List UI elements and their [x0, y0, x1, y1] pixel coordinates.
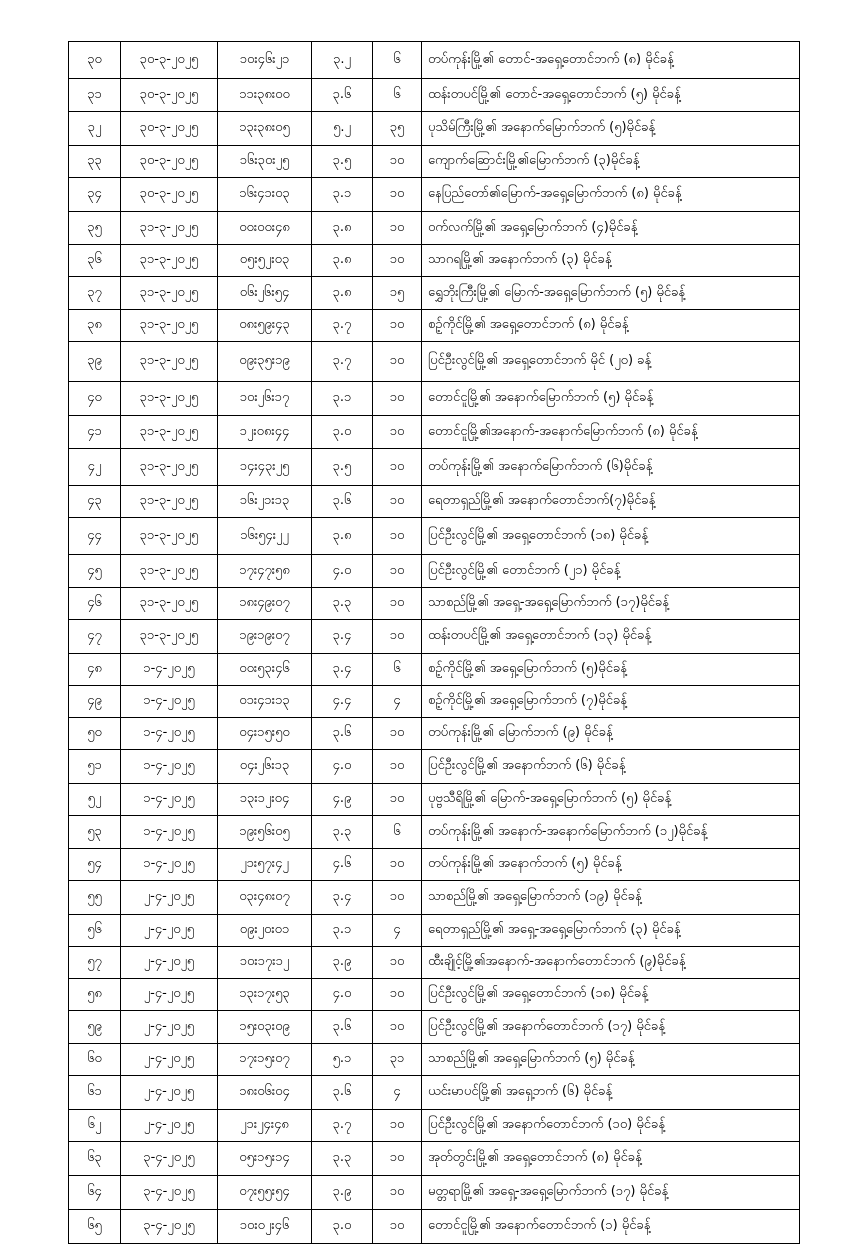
date-cell: ၃-၄-၂၀၂၅ [121, 1210, 218, 1244]
serial-cell: ၃၈ [69, 310, 121, 342]
magnitude-cell: ၃.၆ [312, 486, 373, 518]
location-cell: ပုသိမ်ကြီးမြို့၏ အနောက်မြောက်ဘက် (၅)မိုင်ခန့် [422, 112, 800, 146]
location-cell: သာစည်မြို့၏ အရှေ့မြောက်ဘက် (၅) မိုင်ခန့် [422, 1044, 800, 1076]
table-row [69, 947, 800, 979]
table-row [69, 112, 800, 146]
table-row [69, 342, 800, 382]
date-cell: ၁-၄-၂၀၂၅ [121, 849, 218, 881]
depth-cell: ၁၀ [373, 416, 422, 449]
date-cell: ၁-၄-၂၀၂၅ [121, 686, 218, 718]
time-cell: ၀၇း၅၅း၅၄ [218, 1176, 312, 1210]
table-row [69, 1142, 800, 1176]
location-cell: တပ်ကုန်းမြို့၏ တောင်-အရှေ့တောင်ဘက် (၈) မိုင်ခန့် [422, 42, 800, 79]
magnitude-cell: ၅.၁ [312, 1044, 373, 1076]
table-row [69, 654, 800, 686]
table-row [69, 212, 800, 245]
location-cell: ထန်းတပင်မြို့၏ တောင်-အရှေ့တောင်ဘက် (၅) မိုင်ခန့် [422, 79, 800, 112]
date-cell: ၃၁-၃-၂၀၂၅ [121, 555, 218, 588]
serial-cell: ၄၈ [69, 654, 121, 686]
time-cell: ၀၃း၄၈း၀၇ [218, 881, 312, 915]
magnitude-cell: ၃.၆ [312, 1076, 373, 1110]
serial-cell: ၃၆ [69, 245, 121, 277]
table-row [69, 1011, 800, 1044]
date-cell: ၃၀-၃-၂၀၂၅ [121, 42, 218, 79]
magnitude-cell: ၄.၀ [312, 750, 373, 784]
table-row [69, 146, 800, 178]
magnitude-cell: ၃.၄ [312, 654, 373, 686]
depth-cell: ၁၀ [373, 620, 422, 654]
location-cell: တောင်ငူမြို့၏ အနောက်တောင်ဘက် (၁) မိုင်ခန့် [422, 1210, 800, 1244]
location-cell: တပ်ကုန်းမြို့၏ မြောက်ဘက် (၉) မိုင်ခန့် [422, 718, 800, 750]
depth-cell: ၆ [373, 816, 422, 849]
serial-cell: ၃၁ [69, 79, 121, 112]
location-cell: သာစည်မြို့၏ အရှေ့မြောက်ဘက် (၁၉) မိုင်ခန့် [422, 881, 800, 915]
serial-cell: ၄၀ [69, 382, 121, 416]
table-row [69, 518, 800, 555]
magnitude-cell: ၃.၃ [312, 1142, 373, 1176]
location-cell: တပ်ကုန်းမြို့၏ အနောက်မြောက်ဘက် (၆)မိုင်ခန့် [422, 449, 800, 486]
magnitude-cell: ၃.၄ [312, 881, 373, 915]
location-cell: တပ်ကုန်းမြို့၏ အနောက်-အနောက်မြောက်ဘက် (၁၂)မိုင်ခန့် [422, 816, 800, 849]
depth-cell: ၄ [373, 686, 422, 718]
time-cell: ၀၅း၅၂း၀၃ [218, 245, 312, 277]
magnitude-cell: ၃.၅ [312, 146, 373, 178]
depth-cell: ၁၀ [373, 784, 422, 816]
time-cell: ၁၀း၄၆း၂၁ [218, 42, 312, 79]
depth-cell: ၁၀ [373, 947, 422, 979]
magnitude-cell: ၃.၇ [312, 310, 373, 342]
depth-cell: ၁၀ [373, 1142, 422, 1176]
table-row [69, 555, 800, 588]
time-cell: ၀၄း၁၅း၅၀ [218, 718, 312, 750]
location-cell: နေပြည်တော်၏မြောက်-အရှေ့မြောက်ဘက် (၈) မိုင်ခန့် [422, 178, 800, 212]
location-cell: ဝက်လက်မြို့၏ အရှေ့မြောက်ဘက် (၄)မိုင်ခန့် [422, 212, 800, 245]
magnitude-cell: ၃.၉ [312, 947, 373, 979]
time-cell: ၁၉း၁၉း၀၇ [218, 620, 312, 654]
serial-cell: ၄၄ [69, 518, 121, 555]
date-cell: ၂-၄-၂၀၂၅ [121, 1044, 218, 1076]
table-row [69, 588, 800, 620]
serial-cell: ၅၄ [69, 849, 121, 881]
depth-cell: ၁၀ [373, 310, 422, 342]
serial-cell: ၄၆ [69, 588, 121, 620]
date-cell: ၃၀-၃-၂၀၂၅ [121, 79, 218, 112]
location-cell: မတ္တရာမြို့၏ အရှေ့-အရှေ့မြောက်ဘက် (၁၇) မိုင်ခန့် [422, 1176, 800, 1210]
table-row [69, 620, 800, 654]
table-row [69, 849, 800, 881]
location-cell: သာစည်မြို့၏ အရှေ့-အရှေ့မြောက်ဘက် (၁၇)မိုင်ခန့် [422, 588, 800, 620]
depth-cell: ၆ [373, 79, 422, 112]
time-cell: ၁၆း၂၁း၁၃ [218, 486, 312, 518]
serial-cell: ၆၅ [69, 1210, 121, 1244]
date-cell: ၃၁-၃-၂၀၂၅ [121, 486, 218, 518]
magnitude-cell: ၃.၈ [312, 212, 373, 245]
date-cell: ၃၁-၃-၂၀၂၅ [121, 382, 218, 416]
table-row [69, 1076, 800, 1110]
location-cell: စဉ့်ကိုင်မြို့၏ အရှေ့မြောက်ဘက် (၇)မိုင်ခန့် [422, 686, 800, 718]
location-cell: ရွှေဘိုးကြီးမြို့၏ မြောက်-အရှေ့မြောက်ဘက် (၅) မိုင်ခန့် [422, 277, 800, 310]
table-row [69, 1210, 800, 1244]
depth-cell: ၁၀ [373, 849, 422, 881]
depth-cell: ၁၀ [373, 881, 422, 915]
date-cell: ၁-၄-၂၀၂၅ [121, 750, 218, 784]
table-row [69, 1110, 800, 1142]
time-cell: ၁၄း၄၃း၂၅ [218, 449, 312, 486]
table-row [69, 1044, 800, 1076]
table-row [69, 915, 800, 947]
table-row [69, 816, 800, 849]
serial-cell: ၆၂ [69, 1110, 121, 1142]
magnitude-cell: ၃.၃ [312, 816, 373, 849]
depth-cell: ၁၅ [373, 277, 422, 310]
serial-cell: ၃၉ [69, 342, 121, 382]
magnitude-cell: ၃.၆ [312, 79, 373, 112]
depth-cell: ၁၀ [373, 1176, 422, 1210]
serial-cell: ၃၀ [69, 42, 121, 79]
table-row [69, 382, 800, 416]
time-cell: ၀၀း၅၃း၄၆ [218, 654, 312, 686]
time-cell: ၀၆း၂၆း၅၄ [218, 277, 312, 310]
date-cell: ၁-၄-၂၀၂၅ [121, 784, 218, 816]
time-cell: ၁၂း၀၈း၄၄ [218, 416, 312, 449]
time-cell: ၁၆း၅၄း၂၂ [218, 518, 312, 555]
depth-cell: ၁၀ [373, 750, 422, 784]
table-row [69, 979, 800, 1011]
table-row [69, 449, 800, 486]
location-cell: ပြင်ဦးလွင်မြို့၏ အရှေ့တောင်ဘက် မိုင် (၂၀) ခန့် [422, 342, 800, 382]
time-cell: ၀၈း၅၉း၄၃ [218, 310, 312, 342]
time-cell: ၀၄း၂၆း၁၃ [218, 750, 312, 784]
date-cell: ၃၀-၃-၂၀၂၅ [121, 146, 218, 178]
date-cell: ၂-၄-၂၀၂၅ [121, 1011, 218, 1044]
location-cell: ရေတာရှည်မြို့၏ အနောက်တောင်ဘက်(၇)မိုင်ခန့် [422, 486, 800, 518]
magnitude-cell: ၃.၁ [312, 382, 373, 416]
location-cell: တပ်ကုန်းမြို့၏ အနောက်ဘက် (၅) မိုင်ခန့် [422, 849, 800, 881]
magnitude-cell: ၃.၇ [312, 1110, 373, 1142]
table-row [69, 178, 800, 212]
time-cell: ၁၆း၄၁း၀၃ [218, 178, 312, 212]
serial-cell: ၄၅ [69, 555, 121, 588]
depth-cell: ၁၀ [373, 979, 422, 1011]
location-cell: စဉ့်ကိုင်မြို့၏ အရှေ့မြောက်ဘက် (၅)မိုင်ခန့် [422, 654, 800, 686]
time-cell: ၀၉း၂၀း၀၁ [218, 915, 312, 947]
table-row [69, 486, 800, 518]
time-cell: ၁၇း၁၅း၀၇ [218, 1044, 312, 1076]
date-cell: ၃၁-၃-၂၀၂၅ [121, 342, 218, 382]
serial-cell: ၅၁ [69, 750, 121, 784]
date-cell: ၃၀-၃-၂၀၂၅ [121, 112, 218, 146]
date-cell: ၃၁-၃-၂၀၂၅ [121, 277, 218, 310]
depth-cell: ၁၀ [373, 718, 422, 750]
depth-cell: ၆ [373, 42, 422, 79]
depth-cell: ၁၀ [373, 449, 422, 486]
serial-cell: ၄၃ [69, 486, 121, 518]
table-row [69, 277, 800, 310]
location-cell: ပုဗ္ဗသီရိမြို့၏ မြောက်-အရှေ့မြောက်ဘက် (၅) မိုင်ခန့် [422, 784, 800, 816]
magnitude-cell: ၃.၁ [312, 915, 373, 947]
depth-cell: ၁၀ [373, 212, 422, 245]
table-row [69, 79, 800, 112]
earthquake-table [68, 41, 800, 1244]
location-cell: ပြင်ဦးလွင်မြို့၏ အရှေ့တောင်ဘက် (၁၈) မိုင်ခန့် [422, 979, 800, 1011]
date-cell: ၃၁-၃-၂၀၂၅ [121, 449, 218, 486]
magnitude-cell: ၃.၈ [312, 277, 373, 310]
serial-cell: ၄၁ [69, 416, 121, 449]
date-cell: ၃၁-၃-၂၀၂၅ [121, 416, 218, 449]
magnitude-cell: ၃.၆ [312, 1011, 373, 1044]
serial-cell: ၅၆ [69, 915, 121, 947]
time-cell: ၁၀း၁၇း၁၂ [218, 947, 312, 979]
date-cell: ၃၁-၃-၂၀၂၅ [121, 310, 218, 342]
magnitude-cell: ၄.၆ [312, 849, 373, 881]
magnitude-cell: ၃.၆ [312, 718, 373, 750]
magnitude-cell: ၃.၈ [312, 518, 373, 555]
table-row [69, 750, 800, 784]
depth-cell: ၃၁ [373, 1044, 422, 1076]
depth-cell: ၄ [373, 915, 422, 947]
magnitude-cell: ၃.၂ [312, 42, 373, 79]
depth-cell: ၁၀ [373, 555, 422, 588]
time-cell: ၂၁း၅၇း၄၂ [218, 849, 312, 881]
time-cell: ၀၁း၄၁း၁၃ [218, 686, 312, 718]
date-cell: ၃၁-၃-၂၀၂၅ [121, 620, 218, 654]
date-cell: ၃-၄-၂၀၂၅ [121, 1142, 218, 1176]
table-row [69, 881, 800, 915]
table-row [69, 42, 800, 79]
serial-cell: ၄၉ [69, 686, 121, 718]
serial-cell: ၃၂ [69, 112, 121, 146]
date-cell: ၂-၄-၂၀၂၅ [121, 1076, 218, 1110]
time-cell: ၁၈း၄၉း၀၇ [218, 588, 312, 620]
table-row [69, 245, 800, 277]
time-cell: ၁၇း၄၇း၅၈ [218, 555, 312, 588]
time-cell: ၁၉း၅၆း၀၅ [218, 816, 312, 849]
table-body [69, 42, 800, 1244]
location-cell: တောင်ငူမြို့၏ အနောက်မြောက်ဘက် (၅) မိုင်ခန့် [422, 382, 800, 416]
time-cell: ၁၁း၃၈း၀၀ [218, 79, 312, 112]
time-cell: ၁၆း၃၀း၂၅ [218, 146, 312, 178]
date-cell: ၁-၄-၂၀၂၅ [121, 816, 218, 849]
date-cell: ၃၁-၃-၂၀၂၅ [121, 245, 218, 277]
table-row [69, 416, 800, 449]
depth-cell: ၁၀ [373, 178, 422, 212]
depth-cell: ၆ [373, 654, 422, 686]
location-cell: ယင်းမာပင်မြို့၏ အရှေ့ဘက် (၆) မိုင်ခန့် [422, 1076, 800, 1110]
time-cell: ၀၉း၃၅း၁၉ [218, 342, 312, 382]
depth-cell: ၄ [373, 1076, 422, 1110]
location-cell: ထီးချိုင့်မြို့၏အနောက်-အနောက်တောင်ဘက် (၉)မိုင်ခန့် [422, 947, 800, 979]
serial-cell: ၆၄ [69, 1176, 121, 1210]
time-cell: ၁၀း၀၂း၄၆ [218, 1210, 312, 1244]
location-cell: သာဂရမြို့၏ အနောက်ဘက် (၃) မိုင်ခန့် [422, 245, 800, 277]
magnitude-cell: ၄.၀ [312, 555, 373, 588]
serial-cell: ၆၀ [69, 1044, 121, 1076]
magnitude-cell: ၃.၅ [312, 449, 373, 486]
date-cell: ၃၁-၃-၂၀၂၅ [121, 212, 218, 245]
serial-cell: ၅၇ [69, 947, 121, 979]
serial-cell: ၃၅ [69, 212, 121, 245]
table-row [69, 718, 800, 750]
depth-cell: ၁၀ [373, 342, 422, 382]
serial-cell: ၅၉ [69, 1011, 121, 1044]
date-cell: ၃-၄-၂၀၂၅ [121, 1176, 218, 1210]
earthquake-table-page [68, 41, 799, 1244]
depth-cell: ၁၀ [373, 1011, 422, 1044]
location-cell: ကျောက်ဆြောင်းမြို့၏မြောက်ဘက် (၃)မိုင်ခန့် [422, 146, 800, 178]
date-cell: ၁-၄-၂၀၂၅ [121, 654, 218, 686]
serial-cell: ၅၀ [69, 718, 121, 750]
magnitude-cell: ၃.၃ [312, 588, 373, 620]
table-row [69, 686, 800, 718]
date-cell: ၂-၄-၂၀၂၅ [121, 915, 218, 947]
location-cell: ပြင်ဦးလွင်မြို့၏ တောင်ဘက် (၂၁) မိုင်ခန့် [422, 555, 800, 588]
serial-cell: ၅၈ [69, 979, 121, 1011]
magnitude-cell: ၄.၀ [312, 979, 373, 1011]
date-cell: ၃၀-၃-၂၀၂၅ [121, 178, 218, 212]
magnitude-cell: ၅.၂ [312, 112, 373, 146]
location-cell: ထန်းတပင်မြို့၏ အရှေ့တောင်ဘက် (၁၃) မိုင်ခန့် [422, 620, 800, 654]
magnitude-cell: ၃.၁ [312, 178, 373, 212]
serial-cell: ၅၅ [69, 881, 121, 915]
depth-cell: ၁၀ [373, 245, 422, 277]
depth-cell: ၁၀ [373, 486, 422, 518]
serial-cell: ၆၃ [69, 1142, 121, 1176]
date-cell: ၂-၄-၂၀၂၅ [121, 979, 218, 1011]
time-cell: ၁၅း၀၃း၀၉ [218, 1011, 312, 1044]
serial-cell: ၃၃ [69, 146, 121, 178]
time-cell: ၁၃း၃၈း၀၅ [218, 112, 312, 146]
serial-cell: ၃၇ [69, 277, 121, 310]
serial-cell: ၃၄ [69, 178, 121, 212]
date-cell: ၂-၄-၂၀၂၅ [121, 947, 218, 979]
date-cell: ၂-၄-၂၀၂၅ [121, 881, 218, 915]
magnitude-cell: ၃.၉ [312, 1176, 373, 1210]
time-cell: ၂၁း၂၄း၄၈ [218, 1110, 312, 1142]
date-cell: ၃၁-၃-၂၀၂၅ [121, 518, 218, 555]
table-row [69, 784, 800, 816]
date-cell: ၃၁-၃-၂၀၂၅ [121, 588, 218, 620]
depth-cell: ၁၀ [373, 588, 422, 620]
serial-cell: ၆၁ [69, 1076, 121, 1110]
location-cell: စဉ့်ကိုင်မြို့၏ အရှေ့တောင်ဘက် (၈) မိုင်ခန့် [422, 310, 800, 342]
depth-cell: ၁၀ [373, 1110, 422, 1142]
time-cell: ၀၅း၁၅း၁၄ [218, 1142, 312, 1176]
serial-cell: ၄၂ [69, 449, 121, 486]
date-cell: ၁-၄-၂၀၂၅ [121, 718, 218, 750]
location-cell: ပြင်ဦးလွင်မြို့၏ အနောက်ဘက် (၆) မိုင်ခန့် [422, 750, 800, 784]
depth-cell: ၁၀ [373, 382, 422, 416]
magnitude-cell: ၃.၄ [312, 620, 373, 654]
serial-cell: ၅၃ [69, 816, 121, 849]
table-row [69, 310, 800, 342]
depth-cell: ၁၀ [373, 146, 422, 178]
magnitude-cell: ၃.၇ [312, 342, 373, 382]
time-cell: ၁၈း၀၆း၀၄ [218, 1076, 312, 1110]
table-row [69, 1176, 800, 1210]
location-cell: အုတ်တွင်းမြို့၏ အရှေ့တောင်ဘက် (၈) မိုင်ခန့် [422, 1142, 800, 1176]
magnitude-cell: ၃.၀ [312, 1210, 373, 1244]
location-cell: ရေတာရှည်မြို့၏ အရှေ့-အရှေ့မြောက်ဘက် (၃) မိုင်ခန့် [422, 915, 800, 947]
date-cell: ၂-၄-၂၀၂၅ [121, 1110, 218, 1142]
location-cell: တောင်ငူမြို့၏အနောက်-အနောက်မြောက်ဘက် (၈) မိုင်ခန့် [422, 416, 800, 449]
time-cell: ၀၀း၀၀း၄၈ [218, 212, 312, 245]
time-cell: ၁၃း၁၇း၅၃ [218, 979, 312, 1011]
location-cell: ပြင်ဦးလွင်မြို့၏ အနောက်တောင်ဘက် (၁၇) မိုင်ခန့် [422, 1011, 800, 1044]
location-cell: ပြင်ဦးလွင်မြို့၏ အရှေ့တောင်ဘက် (၁၈) မိုင်ခန့် [422, 518, 800, 555]
serial-cell: ၅၂ [69, 784, 121, 816]
depth-cell: ၁၀ [373, 518, 422, 555]
magnitude-cell: ၄.၉ [312, 784, 373, 816]
magnitude-cell: ၄.၄ [312, 686, 373, 718]
depth-cell: ၃၅ [373, 112, 422, 146]
time-cell: ၁၃း၁၂း၀၄ [218, 784, 312, 816]
location-cell: ပြင်ဦးလွင်မြို့၏ အနောက်တောင်ဘက် (၁၀) မိုင်ခန့် [422, 1110, 800, 1142]
time-cell: ၁၀း၂၆း၁၇ [218, 382, 312, 416]
magnitude-cell: ၃.၈ [312, 245, 373, 277]
depth-cell: ၁၀ [373, 1210, 422, 1244]
serial-cell: ၄၇ [69, 620, 121, 654]
magnitude-cell: ၃.၀ [312, 416, 373, 449]
